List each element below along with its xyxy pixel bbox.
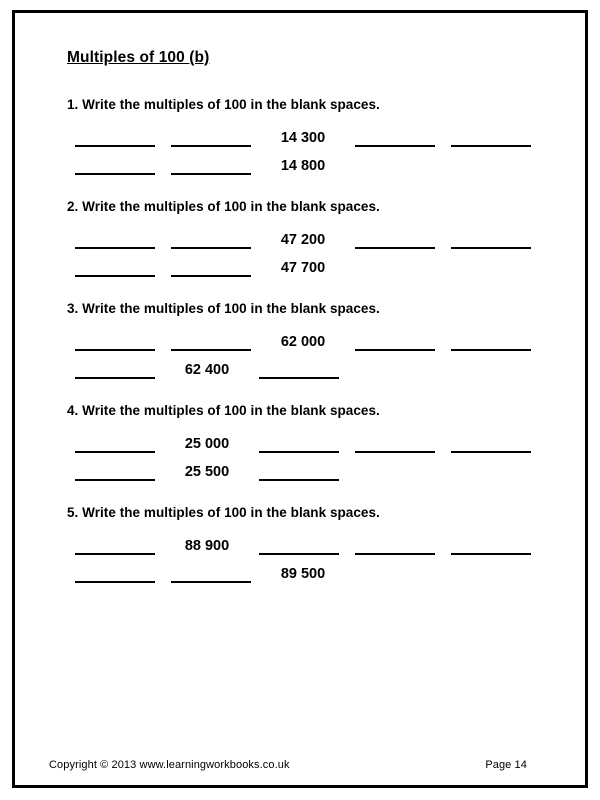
footer-copyright: Copyright © 2013 www.learningworkbooks.co.uk [49, 759, 290, 771]
question-prompt: 3. Write the multiples of 100 in the blank spaces. [67, 301, 380, 316]
given-value: 89 500 [280, 566, 326, 582]
question-3 [49, 301, 551, 379]
blank-field[interactable] [171, 229, 251, 249]
blank-field[interactable] [75, 331, 155, 351]
given-value: 14 800 [280, 158, 326, 174]
given-value: 25 500 [184, 464, 230, 480]
question-answer-rows [75, 331, 551, 379]
page-title: Multiples of 100 (b) [67, 49, 210, 66]
question-answer-rows [75, 229, 551, 277]
blank-field[interactable] [75, 563, 155, 583]
question-5 [49, 505, 551, 583]
question-prompt: 5. Write the multiples of 100 in the blank spaces. [67, 505, 380, 520]
blank-field[interactable] [451, 127, 531, 147]
blank-field[interactable] [451, 433, 531, 453]
blank-field[interactable] [355, 127, 435, 147]
blank-field[interactable] [171, 331, 251, 351]
blank-field[interactable] [75, 257, 155, 277]
blank-field[interactable] [75, 461, 155, 481]
given-value: 62 400 [184, 362, 230, 378]
blank-field[interactable] [259, 359, 339, 379]
question-answer-rows [75, 535, 551, 583]
blank-field[interactable] [451, 331, 531, 351]
blank-field[interactable] [171, 563, 251, 583]
answer-row [75, 331, 551, 351]
given-value: 47 700 [280, 260, 326, 276]
blank-field[interactable] [259, 535, 339, 555]
answer-row [75, 461, 551, 481]
answer-row [75, 359, 551, 379]
given-value: 25 000 [184, 436, 230, 452]
blank-field[interactable] [355, 535, 435, 555]
blank-field[interactable] [75, 229, 155, 249]
blank-field[interactable] [355, 229, 435, 249]
blank-field[interactable] [259, 461, 339, 481]
given-value: 62 000 [280, 334, 326, 350]
question-2 [49, 199, 551, 277]
blank-field[interactable] [451, 229, 531, 249]
worksheet-border [12, 10, 588, 788]
answer-row [75, 535, 551, 555]
question-1 [49, 97, 551, 175]
question-prompt: 1. Write the multiples of 100 in the blank spaces. [67, 97, 380, 112]
footer-page-number: Page 14 [485, 759, 527, 771]
question-answer-rows [75, 127, 551, 175]
blank-field[interactable] [171, 257, 251, 277]
question-prompt: 2. Write the multiples of 100 in the blank spaces. [67, 199, 380, 214]
blank-field[interactable] [75, 359, 155, 379]
page-footer [49, 759, 551, 771]
given-value: 47 200 [280, 232, 326, 248]
blank-field[interactable] [171, 127, 251, 147]
question-prompt: 4. Write the multiples of 100 in the blank spaces. [67, 403, 380, 418]
blank-field[interactable] [75, 127, 155, 147]
given-value: 14 300 [280, 130, 326, 146]
blank-field[interactable] [75, 433, 155, 453]
blank-field[interactable] [75, 155, 155, 175]
blank-field[interactable] [451, 535, 531, 555]
blank-field[interactable] [171, 155, 251, 175]
answer-row [75, 433, 551, 453]
blank-field[interactable] [355, 433, 435, 453]
question-answer-rows [75, 433, 551, 481]
blank-field[interactable] [355, 331, 435, 351]
question-4 [49, 403, 551, 481]
answer-row [75, 563, 551, 583]
blank-field[interactable] [259, 433, 339, 453]
blank-field[interactable] [75, 535, 155, 555]
answer-row [75, 257, 551, 277]
answer-row [75, 229, 551, 249]
given-value: 88 900 [184, 538, 230, 554]
answer-row [75, 127, 551, 147]
answer-row [75, 155, 551, 175]
questions-list [49, 97, 551, 583]
